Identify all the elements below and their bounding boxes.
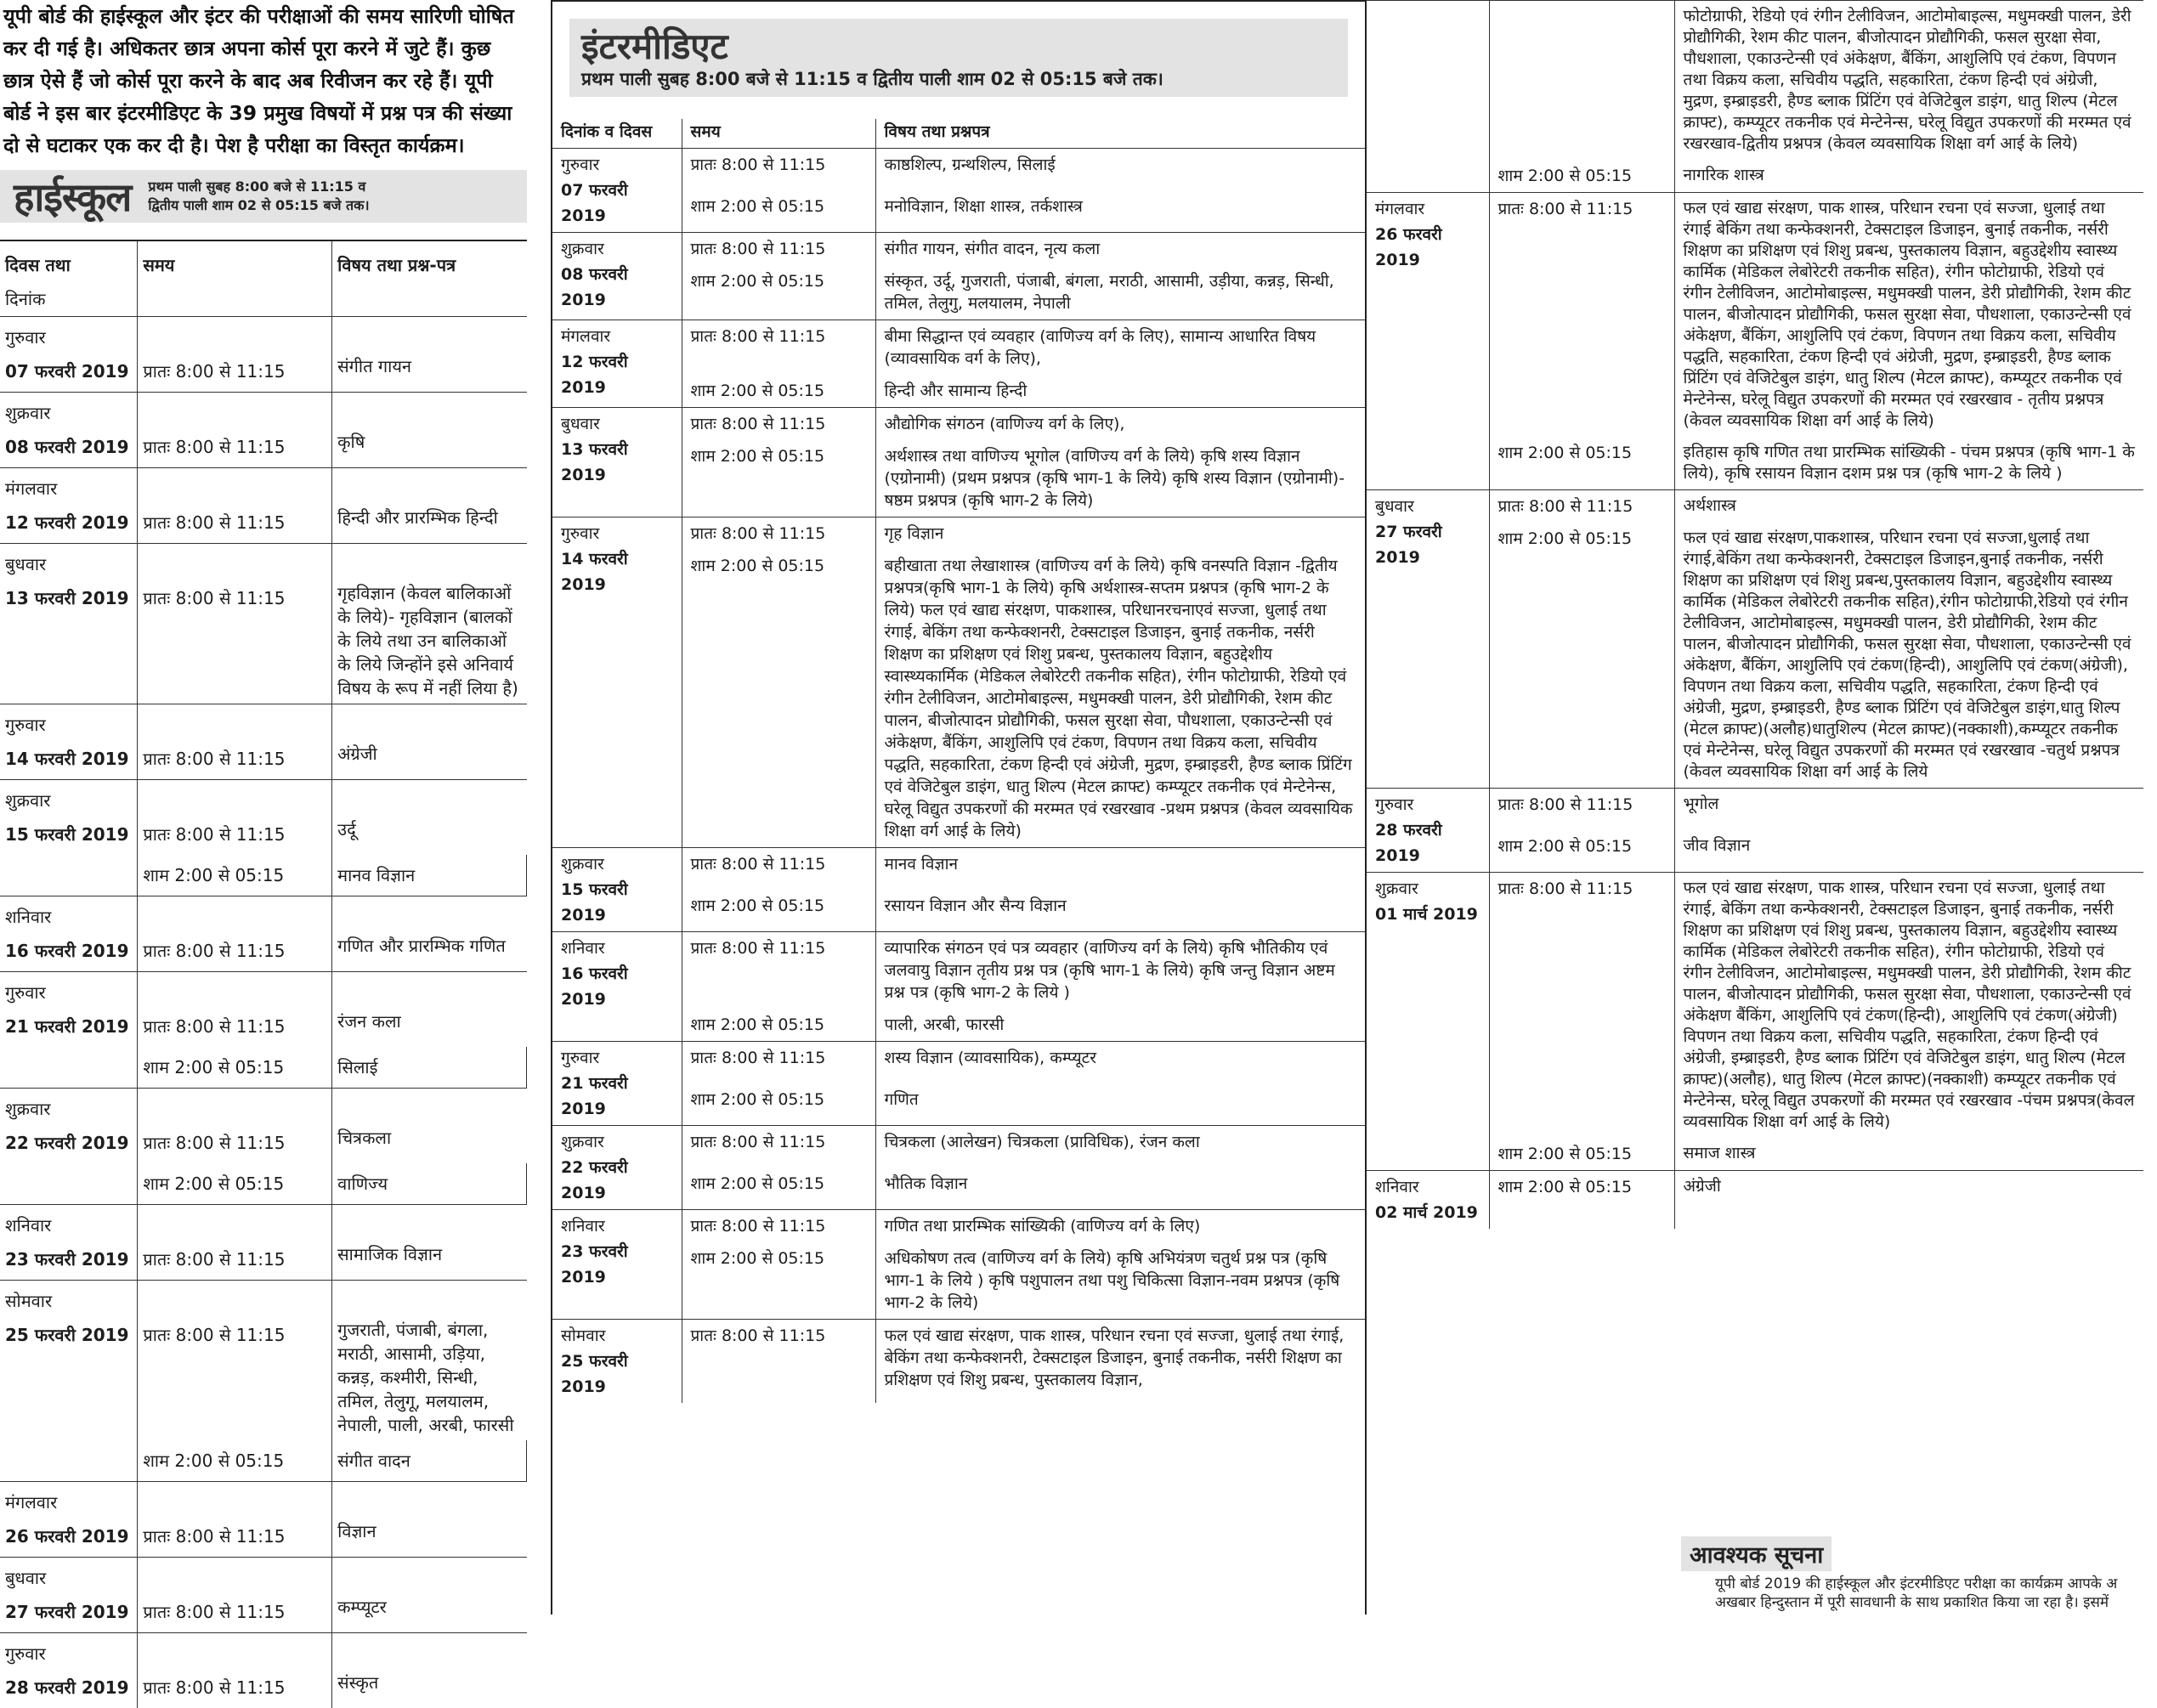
- date-label: 25 फरवरी 2019: [5, 1318, 132, 1352]
- table-row: [1367, 193, 2143, 438]
- date-label: 23 फरवरी 2019: [561, 1239, 673, 1290]
- date-label: 12 फरवरी 2019: [5, 506, 132, 540]
- subject-cell: सिलाई: [332, 1047, 527, 1089]
- day-label: शुक्रवार: [5, 1092, 132, 1126]
- day-label: शनिवार: [561, 1213, 673, 1239]
- time-cell: प्रातः 8:00 से 11:15: [138, 780, 332, 856]
- highschool-header-row: [0, 240, 527, 317]
- table-row: [0, 896, 527, 972]
- subject-cell: उर्दू: [332, 780, 527, 856]
- subject-cell: रसायन विज्ञान और सैन्य विज्ञान: [875, 890, 1365, 932]
- subject-cell: गृह विज्ञान: [875, 517, 1365, 551]
- time-cell: शाम 2:00 से 05:15: [138, 855, 332, 896]
- time-cell: शाम 2:00 से 05:15: [682, 1242, 875, 1320]
- table-row: [1367, 1171, 2143, 1230]
- subject-cell: हिन्दी और प्रारम्भिक हिन्दी: [332, 468, 527, 544]
- subject-cell: फल एवं खाद्य संरक्षण,पाकशास्त्र, परिधान रचना एवं सज्जा,धुलाई तथा रंगाई,बेकिंग तथा कन्फेक्शनरी, टेक्सटाइल डिजाइन,बुनाई तकनीक, नर्सरी शिक्षण का प्रशिक्षण एवं शिशु प्रबन्ध,पुस्तकालय विज्ञान, बहुउद्देशीय स्वास्थ्य कार्मिक (मेडिकल लेबोरेटरी तकनीक सहित),रंगीन फोटोग्राफी,रेडियो एवं रंगीन टेलीविजन, आटोमोबाइल्स, मधुमक्खी पालन, डेरी प्रोद्यौगिकी, रेशम कीट पालन, बीजोत्पादन प्रोद्यौगिकी, फसल सुरक्षा सेवा, पौधशाला, एकाउन्टेन्सी एवं अंकेक्षण, बैंकिंग, आशुलिपि एवं टंकण(हिन्दी), आशुलिपि एवं टंकण(अंग्रेजी), विपणन तथा विक्रय कला, सचिवीय पद्धति, सहकारिता, टंकण हिन्दी एवं अंग्रेजी, मुद्रण, इम्ब्राइडरी, हैण्ड ब्लाक प्रिंटिंग एवं वेजिटेबुल डाइंग,धातु शिल्प (मेटल क्राफ्ट)(अलौह)धातुशिल्प (मेटल क्राफ्ट)(नक्काशी),कम्प्यूटर तकनीक एवं मेन्टेनेन्स, घरेलू विद्युत उपकरणों की मरम्मत एवं रखरखाव -चतुर्थ प्रश्नपत्र (केवल व्यवसायिक शिक्षा वर्ग आई के लिये: [1674, 523, 2143, 789]
- time-cell: प्रातः 8:00 से 11:15: [682, 1042, 875, 1084]
- highschool-shift-info: [148, 178, 369, 215]
- day-label: शुक्रवार: [5, 783, 132, 817]
- day-label: गुरुवार: [561, 152, 673, 178]
- time-cell: प्रातः 8:00 से 11:15: [138, 1205, 332, 1281]
- subject-cell: कम्प्यूटर: [332, 1558, 527, 1633]
- time-cell: प्रातः 8:00 से 11:15: [138, 1482, 332, 1558]
- time-cell: प्रातः 8:00 से 11:15: [682, 320, 875, 376]
- table-row: [0, 972, 527, 1048]
- subject-cell: संगीत गायन: [332, 317, 527, 393]
- highschool-banner: [0, 170, 527, 223]
- subject-cell: मानव विज्ञान: [332, 855, 527, 896]
- day-label: शुक्रवार: [1375, 876, 1480, 902]
- table-row: [0, 704, 527, 780]
- header-day: [0, 240, 138, 317]
- date-label: 14 फरवरी 2019: [561, 546, 673, 597]
- day-label: सोमवार: [561, 1323, 673, 1349]
- table-row: [552, 1210, 1365, 1243]
- date-label: 16 फरवरी 2019: [5, 934, 132, 968]
- day-label: शुक्रवार: [561, 851, 673, 877]
- day-label: शनिवार: [5, 900, 132, 934]
- subject-cell: गृहविज्ञान (केवल बालिकाओं के लिये)- गृहविज्ञान (बालकों के लिये तथा उन बालिकाओं के लिये जिन्होंने इसे अनिवार्य विषय के रूप में नहीं लिया है): [332, 544, 527, 704]
- time-cell: प्रातः 8:00 से 11:15: [682, 848, 875, 891]
- subject-cell: रंजन कला: [332, 972, 527, 1048]
- time-cell: शाम 2:00 से 05:15: [682, 375, 875, 408]
- subject-cell: फल एवं खाद्य संरक्षण, पाक शास्त्र, परिधान रचना एवं सज्जा, धुलाई तथा रंगाई बेकिंग तथा कन्फेक्शनरी, टेक्सटाइल डिजाइन, बुनाई तकनीक, नर्सरी शिक्षण का प्रशिक्षण एवं शिशु प्रबन्ध, पुस्तकालय विज्ञान, बहुउद्देशीय स्वास्थ्य कार्मिक (मेडिकल लेबोरेटरी तकनीक सहित), रंगीन फोटोग्राफी, रेडियो एवं रंगीन टेलीविजन, आटोमोबाइल्स, मधुमक्खी पालन, डेरी प्रोद्यौगिकी, रेशम कीट पालन, बीजोत्पादन प्रोद्यौगिकी, फसल सुरक्षा सेवा, पौधशाला, एकाउन्टेन्सी एवं अंकेक्षण, बैंकिंग, आशुलिपि एवं टंकण, विपणन तथा विक्रय कला, सचिवीय पद्धति, सहकारिता, टंकण हिन्दी एवं अंग्रेजी, मुद्रण, इम्ब्राइडरी, हैण्ड ब्लाक प्रिंटिंग एवं वेजिटेबुल डाइंग, धातु शिल्प (मेटल क्राफ्ट), कम्प्यूटर तकनीक एवं मेन्टेनेन्स, घरेलू विद्युत उपकरणों की मरम्मत एवं रखरखाव - तृतीय प्रश्नपत्र (केवल व्यवसायिक शिक्षा वर्ग आई के लिये): [1674, 193, 2143, 438]
- subject-cell: पाली, अरबी, फारसी: [875, 1009, 1365, 1042]
- date-label: 13 फरवरी 2019: [561, 437, 673, 488]
- subject-cell: संगीत वादन: [332, 1440, 527, 1482]
- date-label: 26 फरवरी 2019: [1375, 222, 1480, 273]
- time-cell: शाम 2:00 से 05:15: [682, 1168, 875, 1210]
- table-row: [552, 149, 1365, 191]
- date-label: 15 फरवरी 2019: [561, 877, 673, 928]
- date-label: 28 फरवरी 2019: [5, 1671, 132, 1705]
- time-cell: प्रातः 8:00 से 11:15: [1489, 789, 1674, 831]
- date-cell: [1367, 789, 1489, 873]
- day-label: सोमवार: [5, 1284, 132, 1318]
- date-label: 08 फरवरी 2019: [5, 430, 132, 464]
- table-row: [0, 1281, 527, 1441]
- table-row: [552, 408, 1365, 441]
- intermediate-column: [551, 0, 1367, 1615]
- subject-cell: मनोविज्ञान, शिक्षा शास्त्र, तर्कशास्त्र: [875, 190, 1365, 233]
- subject-cell: अंग्रेजी: [332, 704, 527, 780]
- time-cell: प्रातः 8:00 से 11:15: [138, 1281, 332, 1441]
- header-subject: विषय तथा प्रश्नपत्र: [875, 119, 1365, 149]
- subject-cell: समाज शास्त्र: [1674, 1138, 2143, 1171]
- intermediate-banner: [569, 19, 1348, 97]
- date-cell: [0, 1482, 138, 1558]
- table-row: [0, 1482, 527, 1558]
- subject-cell: फल एवं खाद्य संरक्षण, पाक शास्त्र, परिधान रचना एवं सज्जा, धुलाई तथा रंगाई, बेकिंग तथा कन्फेक्शनरी, टेक्सटाइल डिजाइन, बुनाई तकनीक, नर्सरी शिक्षण का प्रशिक्षण एवं शिशु प्रबन्ध, पुस्तकालय विज्ञान,: [875, 1320, 1365, 1404]
- highschool-title: हाईस्कूल: [14, 170, 131, 223]
- date-cell: [552, 408, 682, 517]
- time-cell: शाम 2:00 से 05:15: [682, 1083, 875, 1126]
- day-label: गुरुवार: [561, 521, 673, 546]
- day-label: गुरुवार: [5, 320, 132, 354]
- time-cell: शाम 2:00 से 05:15: [1489, 1171, 1674, 1230]
- date-cell: [0, 1205, 138, 1281]
- subject-cell: सामाजिक विज्ञान: [332, 1205, 527, 1281]
- date-cell: [1367, 1171, 1489, 1230]
- table-row: [0, 468, 527, 544]
- date-label: 27 फरवरी 2019: [5, 1595, 132, 1629]
- day-label: बुधवार: [5, 547, 132, 581]
- table-row: [0, 1089, 527, 1164]
- subject-cell: भूगोल: [1674, 789, 2143, 831]
- date-cell: [0, 972, 138, 1089]
- day-label: बुधवार: [5, 1561, 132, 1595]
- time-cell: प्रातः 8:00 से 11:15: [138, 393, 332, 468]
- date-cell: [1367, 1, 1489, 193]
- highschool-table-body: [0, 317, 527, 1708]
- subject-cell: भौतिक विज्ञान: [875, 1168, 1365, 1210]
- table-row: [1367, 490, 2143, 523]
- intermediate-continued-table-body: [1367, 1, 2143, 1230]
- highschool-table: [0, 240, 527, 1708]
- subject-cell: इतिहास कृषि गणित तथा प्रारम्भिक सांख्यिकी - पंचम प्रश्नपत्र (कृषि भाग-1 के लिये), कृषि रसायन विज्ञान दशम प्रश्न पत्र (कृषि भाग-2 के लिये ): [1674, 437, 2143, 490]
- date-cell: [552, 932, 682, 1042]
- intro-paragraph: यूपी बोर्ड की हाईस्कूल और इंटर की परीक्षाओं की समय सारिणी घोषित कर दी गई है। अधिकतर छात्र अपना कोर्स पूरा करने में जुटे हैं। कुछ छात्र ऐसे हैं जो कोर्स पूरा करने के बाद अब रिवीजन कर रहे हैं। यूपी बोर्ड ने इस बार इंटरमीडिएट के 39 प्रमुख विषयों में प्रश्न पत्र की संख्या दो से घटाकर एक कर दी है। पेश है परीक्षा का विस्तृत कार्यक्रम।: [0, 0, 527, 161]
- day-label: शुक्रवार: [5, 396, 132, 430]
- time-cell: शाम 2:00 से 05:15: [682, 1009, 875, 1042]
- date-label: 21 फरवरी 2019: [5, 1010, 132, 1043]
- subject-cell: विज्ञान: [332, 1482, 527, 1558]
- time-cell: प्रातः 8:00 से 11:15: [682, 932, 875, 1010]
- time-cell: शाम 2:00 से 05:15: [138, 1047, 332, 1089]
- time-cell: प्रातः 8:00 से 11:15: [1489, 193, 1674, 438]
- day-label: मंगलवार: [561, 324, 673, 349]
- intermediate-shift-info: प्रथम पाली सुबह 8:00 बजे से 11:15 व द्वितीय पाली शाम 02 से 05:15 बजे तक।: [581, 66, 1336, 92]
- date-label: 12 फरवरी 2019: [561, 349, 673, 400]
- time-cell: प्रातः 8:00 से 11:15: [138, 972, 332, 1048]
- time-cell: प्रातः 8:00 से 11:15: [138, 896, 332, 972]
- intermediate-table: [552, 119, 1365, 1403]
- date-label: 07 फरवरी 2019: [5, 354, 132, 388]
- header-time: समय: [138, 240, 332, 317]
- subject-cell: शस्य विज्ञान (व्यावसायिक), कम्प्यूटर: [875, 1042, 1365, 1084]
- date-cell: [0, 1089, 138, 1205]
- time-cell: शाम 2:00 से 05:15: [682, 265, 875, 320]
- date-cell: [0, 704, 138, 780]
- subject-cell: गणित और प्रारम्भिक गणित: [332, 896, 527, 972]
- time-cell: शाम 2:00 से 05:15: [1489, 1138, 1674, 1171]
- time-cell: प्रातः 8:00 से 11:15: [682, 1126, 875, 1168]
- header-subject: विषय तथा प्रश्न-पत्र: [332, 240, 527, 317]
- day-label: शुक्रवार: [561, 1129, 673, 1155]
- date-label: 21 फरवरी 2019: [561, 1071, 673, 1122]
- day-label: मंगलवार: [1375, 196, 1480, 222]
- time-cell: प्रातः 8:00 से 11:15: [138, 544, 332, 704]
- header-day-label: दिवस तथा: [5, 248, 132, 282]
- notice-title: आवश्यक सूचना: [1681, 1536, 1831, 1571]
- date-cell: [0, 393, 138, 468]
- date-cell: [0, 780, 138, 896]
- intermediate-title: इंटरमीडिएट: [581, 27, 1336, 66]
- date-cell: [552, 149, 682, 233]
- table-row: [0, 317, 527, 393]
- subject-cell: कृषि: [332, 393, 527, 468]
- time-cell: [1489, 1, 1674, 161]
- subject-cell: चित्रकला (आलेखन) चित्रकला (प्राविधिक), रंजन कला: [875, 1126, 1365, 1168]
- date-label: 08 फरवरी 2019: [561, 262, 673, 313]
- subject-cell: बीमा सिद्धान्त एवं व्यवहार (वाणिज्य वर्ग के लिए), सामान्य आधारित विषय (व्यावसायिक वर्ग के लिए),: [875, 320, 1365, 376]
- time-cell: शाम 2:00 से 05:15: [682, 550, 875, 848]
- time-cell: शाम 2:00 से 05:15: [1489, 830, 1674, 873]
- table-row: [0, 1205, 527, 1281]
- highschool-shift-line-2: द्वितीय पाली शाम 02 से 05:15 बजे तक।: [148, 196, 369, 215]
- day-label: शुक्रवार: [561, 236, 673, 262]
- day-label: गुरुवार: [5, 976, 132, 1010]
- date-cell: [552, 320, 682, 408]
- time-cell: प्रातः 8:00 से 11:15: [682, 1320, 875, 1404]
- table-row: [552, 1320, 1365, 1404]
- time-cell: प्रातः 8:00 से 11:15: [138, 468, 332, 544]
- date-label: 23 फरवरी 2019: [5, 1242, 132, 1276]
- date-cell: [0, 468, 138, 544]
- day-label: गुरुवार: [5, 1637, 132, 1671]
- date-label: 26 फरवरी 2019: [5, 1519, 132, 1553]
- day-label: गुरुवार: [5, 708, 132, 742]
- date-label: 15 फरवरी 2019: [5, 817, 132, 851]
- intermediate-table-body: [552, 149, 1365, 1404]
- subject-cell: मानव विज्ञान: [875, 848, 1365, 891]
- day-label: शनिवार: [1375, 1174, 1480, 1200]
- date-cell: [552, 848, 682, 932]
- time-cell: प्रातः 8:00 से 11:15: [138, 317, 332, 393]
- table-row: [0, 393, 527, 468]
- day-label: गुरुवार: [1375, 792, 1480, 817]
- table-row: [0, 544, 527, 704]
- table-row: [552, 517, 1365, 551]
- date-cell: [552, 1042, 682, 1126]
- time-cell: शाम 2:00 से 05:15: [1489, 437, 1674, 490]
- date-label: 22 फरवरी 2019: [5, 1126, 132, 1160]
- subject-cell: संगीत गायन, संगीत वादन, नृत्य कला: [875, 233, 1365, 266]
- subject-cell: चित्रकला: [332, 1089, 527, 1164]
- table-row: [0, 780, 527, 856]
- table-row: [552, 320, 1365, 376]
- time-cell: प्रातः 8:00 से 11:15: [1489, 490, 1674, 523]
- time-cell: प्रातः 8:00 से 11:15: [682, 1210, 875, 1243]
- subject-cell: गणित: [875, 1083, 1365, 1126]
- time-cell: प्रातः 8:00 से 11:15: [1489, 873, 1674, 1139]
- day-label: मंगलवार: [5, 1485, 132, 1519]
- table-row: [552, 233, 1365, 266]
- date-cell: [0, 1558, 138, 1633]
- date-cell: [0, 1281, 138, 1482]
- time-cell: प्रातः 8:00 से 11:15: [138, 1633, 332, 1708]
- subject-cell: काष्ठशिल्प, ग्रन्थशिल्प, सिलाई: [875, 149, 1365, 191]
- subject-cell: वाणिज्य: [332, 1163, 527, 1205]
- subject-cell: नागरिक शास्त्र: [1674, 160, 2143, 193]
- date-label: 02 मार्च 2019: [1375, 1200, 1480, 1225]
- subject-cell: व्यापारिक संगठन एवं पत्र व्यवहार (वाणिज्य वर्ग के लिये) कृषि भौतिकीय एवं जलवायु विज्ञान तृतीय प्रश्न पत्र (कृषि भाग-1 के लिये) कृषि जन्तु विज्ञान अष्टम प्रश्न पत्र (कृषि भाग-2 के लिये ): [875, 932, 1365, 1010]
- highschool-shift-line-1: प्रथम पाली सुबह 8:00 बजे से 11:15 व: [148, 178, 369, 196]
- date-cell: [552, 1210, 682, 1320]
- header-time: समय: [682, 119, 875, 149]
- time-cell: प्रातः 8:00 से 11:15: [682, 233, 875, 266]
- highschool-column: [0, 0, 527, 1615]
- date-cell: [552, 1320, 682, 1404]
- date-cell: [1367, 490, 1489, 789]
- subject-cell: फल एवं खाद्य संरक्षण, पाक शास्त्र, परिधान रचना एवं सज्जा, धुलाई तथा रंगाई, बेकिंग तथा कन्फेक्शनरी, टेक्सटाइल डिजाइन, बुनाई तकनीक, नर्सरी शिक्षण का प्रशिक्षण एवं शिशु प्रबन्ध, पुस्तकालय विज्ञान, बहुउद्देशीय स्वास्थ्य कार्मिक (मेडिकल लेबोरेटरी तकनीक सहित), रंगीन फोटोग्राफी, रेडियो एवं रंगीन टेलीविजन, आटोमोबाइल्स, मधुमक्खी पालन, डेरी प्रोद्यौगिकी, रेशम कीट पालन, बीजोत्पादन प्रोद्यौगिकी, फसल सुरक्षा सेवा, पौधशाला, एकाउन्टेन्सी एवं अंकेक्षण बैंकिंग, आशुलिपि एवं टंकण(हिन्दी), आशुलिपि एवं टंकण(अंग्रेजी) विपणन तथा विक्रय कला, सचिवीय पद्धति, सहकारिता, टंकण हिन्दी एवं अंग्रेजी, इम्ब्राइडरी, हैण्ड ब्लाक प्रिंटिंग एवं वेजिटेबुल डाइंग, धातु शिल्प (मेटल क्राफ्ट)(अलौह), धातु शिल्प (मेटल क्राफ्ट)(नक्काशी) कम्प्यूटर तकनीक एवं मेन्टेनेन्स, घरेलू विद्युत उपकरणों की मरम्मत एवं रखरखाव -पंचम प्रश्नपत्र(केवल व्यवसायिक शिक्षा वर्ग आई के लिये): [1674, 873, 2143, 1139]
- time-cell: शाम 2:00 से 05:15: [682, 890, 875, 932]
- subject-cell: गणित तथा प्रारम्भिक सांख्यिकी (वाणिज्य वर्ग के लिए): [875, 1210, 1365, 1243]
- date-cell: [552, 233, 682, 320]
- date-cell: [552, 1126, 682, 1210]
- intermediate-continued-table: [1367, 0, 2143, 1229]
- table-row: [1367, 789, 2143, 831]
- time-cell: प्रातः 8:00 से 11:15: [682, 517, 875, 551]
- header-date-label: दिनांक: [5, 282, 132, 316]
- date-cell: [0, 544, 138, 704]
- table-row: [552, 1126, 1365, 1168]
- table-row: [552, 848, 1365, 891]
- intermediate-continued-column: [1367, 0, 2143, 1615]
- subject-cell: जीव विज्ञान: [1674, 830, 2143, 873]
- subject-cell: औद्योगिक संगठन (वाणिज्य वर्ग के लिए),: [875, 408, 1365, 441]
- day-label: शनिवार: [561, 936, 673, 961]
- subject-cell: गुजराती, पंजाबी, बंगला, मराठी, आसामी, उड़िया, कन्नड़, कश्मीरी, सिन्धी, तमिल, तेलुगू, मलयालम, नेपाली, पाली, अरबी, फारसी: [332, 1281, 527, 1441]
- time-cell: शाम 2:00 से 05:15: [1489, 160, 1674, 193]
- notice-text: यूपी बोर्ड 2019 की हाईस्कूल और इंटरमीडिएट परीक्षा का कार्यक्रम आपके अ अखबार हिन्दुस्तान में पूरी सावधानी के साथ प्रकाशित किया जा रहा है। इसमें: [1681, 1571, 2157, 1612]
- day-label: बुधवार: [561, 411, 673, 437]
- table-row: [1367, 1, 2143, 161]
- subject-cell: संस्कृत: [332, 1633, 527, 1708]
- date-cell: [552, 517, 682, 848]
- table-row: [1367, 873, 2143, 1139]
- day-label: मंगलवार: [5, 472, 132, 506]
- date-label: 27 फरवरी 2019: [1375, 519, 1480, 570]
- time-cell: शाम 2:00 से 05:15: [138, 1440, 332, 1482]
- table-row: [0, 1558, 527, 1633]
- header-date-day: दिनांक व दिवस: [552, 119, 682, 149]
- subject-cell: फोटोग्राफी, रेडियो एवं रंगीन टेलीविजन, आटोमोबाइल्स, मधुमक्खी पालन, डेरी प्रोद्यौगिकी, रेशम कीट पालन, बीजोत्पादन प्रोद्यौगिकी, फसल सुरक्षा सेवा, पौधशाला, एकाउन्टेन्सी एवं अंकेक्षण, बैंकिंग, आशुलिपि एवं टंकण, विपणन तथा विक्रय कला, सचिवीय पद्धति, सहकारिता, टंकण हिन्दी एवं अंग्रेजी, मुद्रण, इम्ब्राइडरी, हैण्ड ब्लाक प्रिंटिंग एवं वेजिटेबुल डाइंग, धातु शिल्प (मेटल क्राफ्ट), कम्प्यूटर तकनीक एवं मेन्टेनेन्स, घरेलू विद्युत उपकरणों की मरम्मत एवं रखरखाव-द्वितीय प्रश्नपत्र (केवल व्यवसायिक शिक्षा वर्ग आई के लिये): [1674, 1, 2143, 161]
- date-cell: [0, 317, 138, 393]
- day-label: शनिवार: [5, 1208, 132, 1242]
- subject-cell: संस्कृत, उर्दू, गुजराती, पंजाबी, बंगला, मराठी, आसामी, उड़ीया, कन्नड़, सिन्धी, तमिल, तेलुगु, मलयालम, नेपाली: [875, 265, 1365, 320]
- date-label: 13 फरवरी 2019: [5, 581, 132, 615]
- time-cell: शाम 2:00 से 05:15: [138, 1163, 332, 1205]
- date-label: 22 फरवरी 2019: [561, 1155, 673, 1206]
- subject-cell: अर्थशास्त्र तथा वाणिज्य भूगोल (वाणिज्य वर्ग के लिये) कृषि शस्य विज्ञान (एग्रोनामी) (प्रथम प्रश्नपत्र (कृषि भाग-1 के लिये) कृषि शस्य विज्ञान (एग्रोनामी)-षष्ठम प्रश्नपत्र (कृषि भाग-2 के लिये): [875, 440, 1365, 517]
- subject-cell: बहीखाता तथा लेखाशास्त्र (वाणिज्य वर्ग के लिये) कृषि वनस्पति विज्ञान -द्वितीय प्रश्नपत्र(कृषि भाग-1 के लिये) कृषि अर्थशास्त्र-सप्तम प्रश्नपत्र (कृषि भाग-2 के लिये) फल एवं खाद्य संरक्षण, पाकशास्त्र, परिधानरचनाएवं सज्जा, धुलाई तथा रंगाई, बेकिंग तथा कन्फेक्शनरी, टेक्सटाइल डिजाइन, बुनाई तकनीक, नर्सरी शिक्षण का प्रशिक्षण एवं शिशु प्रबन्ध, पुस्तकालय विज्ञान, बहुउद्देशीय स्वास्थ्यकार्मिक (मेडिकल लेबोरेटरी तकनीक सहित), रंगीन फोटोग्राफी, रेडियो एवं रंगीन टेलीविजन, आटोमोबाइल्स, मधुमक्खी पालन, डेरी प्रोद्यौगिकी, रेशम कीट पालन, बीजोत्पादन प्रोद्यौगिकी, फसल सुरक्षा सेवा, पौधशाला, एकाउन्टेन्सी एवं अंकेक्षण, बैंकिंग, आशुलिपि एवं टंकण, विपणन तथा विक्रय कला, सचिवीय पद्धति, सहकारिता, टंकण हिन्दी एवं अंग्रेजी, मुद्रण, इम्ब्राइडरी, हैण्ड ब्लाक प्रिंटिंग एवं वेजिटेबुल डाइंग, धातु शिल्प (मेटल क्राफ्ट) कम्प्यूटर तकनीक एवं मेन्टेनेन्स, घरेलू विद्युत उपकरणों की मरम्मत एवं रखरखाव -प्रथम प्रश्नपत्र (केवल व्यवसायिक शिक्षा वर्ग आई के लिये): [875, 550, 1365, 848]
- table-row: [552, 1042, 1365, 1084]
- intermediate-header-row: [552, 119, 1365, 149]
- date-label: 01 मार्च 2019: [1375, 902, 1480, 927]
- subject-cell: अर्थशास्त्र: [1674, 490, 2143, 523]
- table-row: [552, 932, 1365, 1010]
- subject-cell: हिन्दी और सामान्य हिन्दी: [875, 375, 1365, 408]
- table-row: [0, 1633, 527, 1708]
- time-cell: शाम 2:00 से 05:15: [682, 440, 875, 517]
- notice-box: [1681, 1536, 2157, 1612]
- date-label: 16 फरवरी 2019: [561, 961, 673, 1012]
- time-cell: प्रातः 8:00 से 11:15: [138, 1558, 332, 1633]
- date-label: 25 फरवरी 2019: [561, 1349, 673, 1400]
- date-cell: [0, 1633, 138, 1708]
- time-cell: प्रातः 8:00 से 11:15: [138, 1089, 332, 1164]
- date-label: 14 फरवरी 2019: [5, 742, 132, 776]
- time-cell: शाम 2:00 से 05:15: [682, 190, 875, 233]
- time-cell: प्रातः 8:00 से 11:15: [682, 149, 875, 191]
- date-cell: [1367, 193, 1489, 490]
- date-label: 28 फरवरी 2019: [1375, 817, 1480, 868]
- date-label: 07 फरवरी 2019: [561, 178, 673, 229]
- date-cell: [0, 896, 138, 972]
- day-label: गुरुवार: [561, 1045, 673, 1071]
- time-cell: प्रातः 8:00 से 11:15: [682, 408, 875, 441]
- subject-cell: अधिकोषण तत्व (वाणिज्य वर्ग के लिये) कृषि अभियंत्रण चतुर्थ प्रश्न पत्र (कृषि भाग-1 के लिये ) कृषि पशुपालन तथा पशु चिकित्सा विज्ञान-नवम प्रश्नपत्र (कृषि भाग-2 के लिये): [875, 1242, 1365, 1320]
- date-cell: [1367, 873, 1489, 1171]
- subject-cell: अंग्रेजी: [1674, 1171, 2143, 1230]
- time-cell: शाम 2:00 से 05:15: [1489, 523, 1674, 789]
- day-label: बुधवार: [1375, 494, 1480, 519]
- time-cell: प्रातः 8:00 से 11:15: [138, 704, 332, 780]
